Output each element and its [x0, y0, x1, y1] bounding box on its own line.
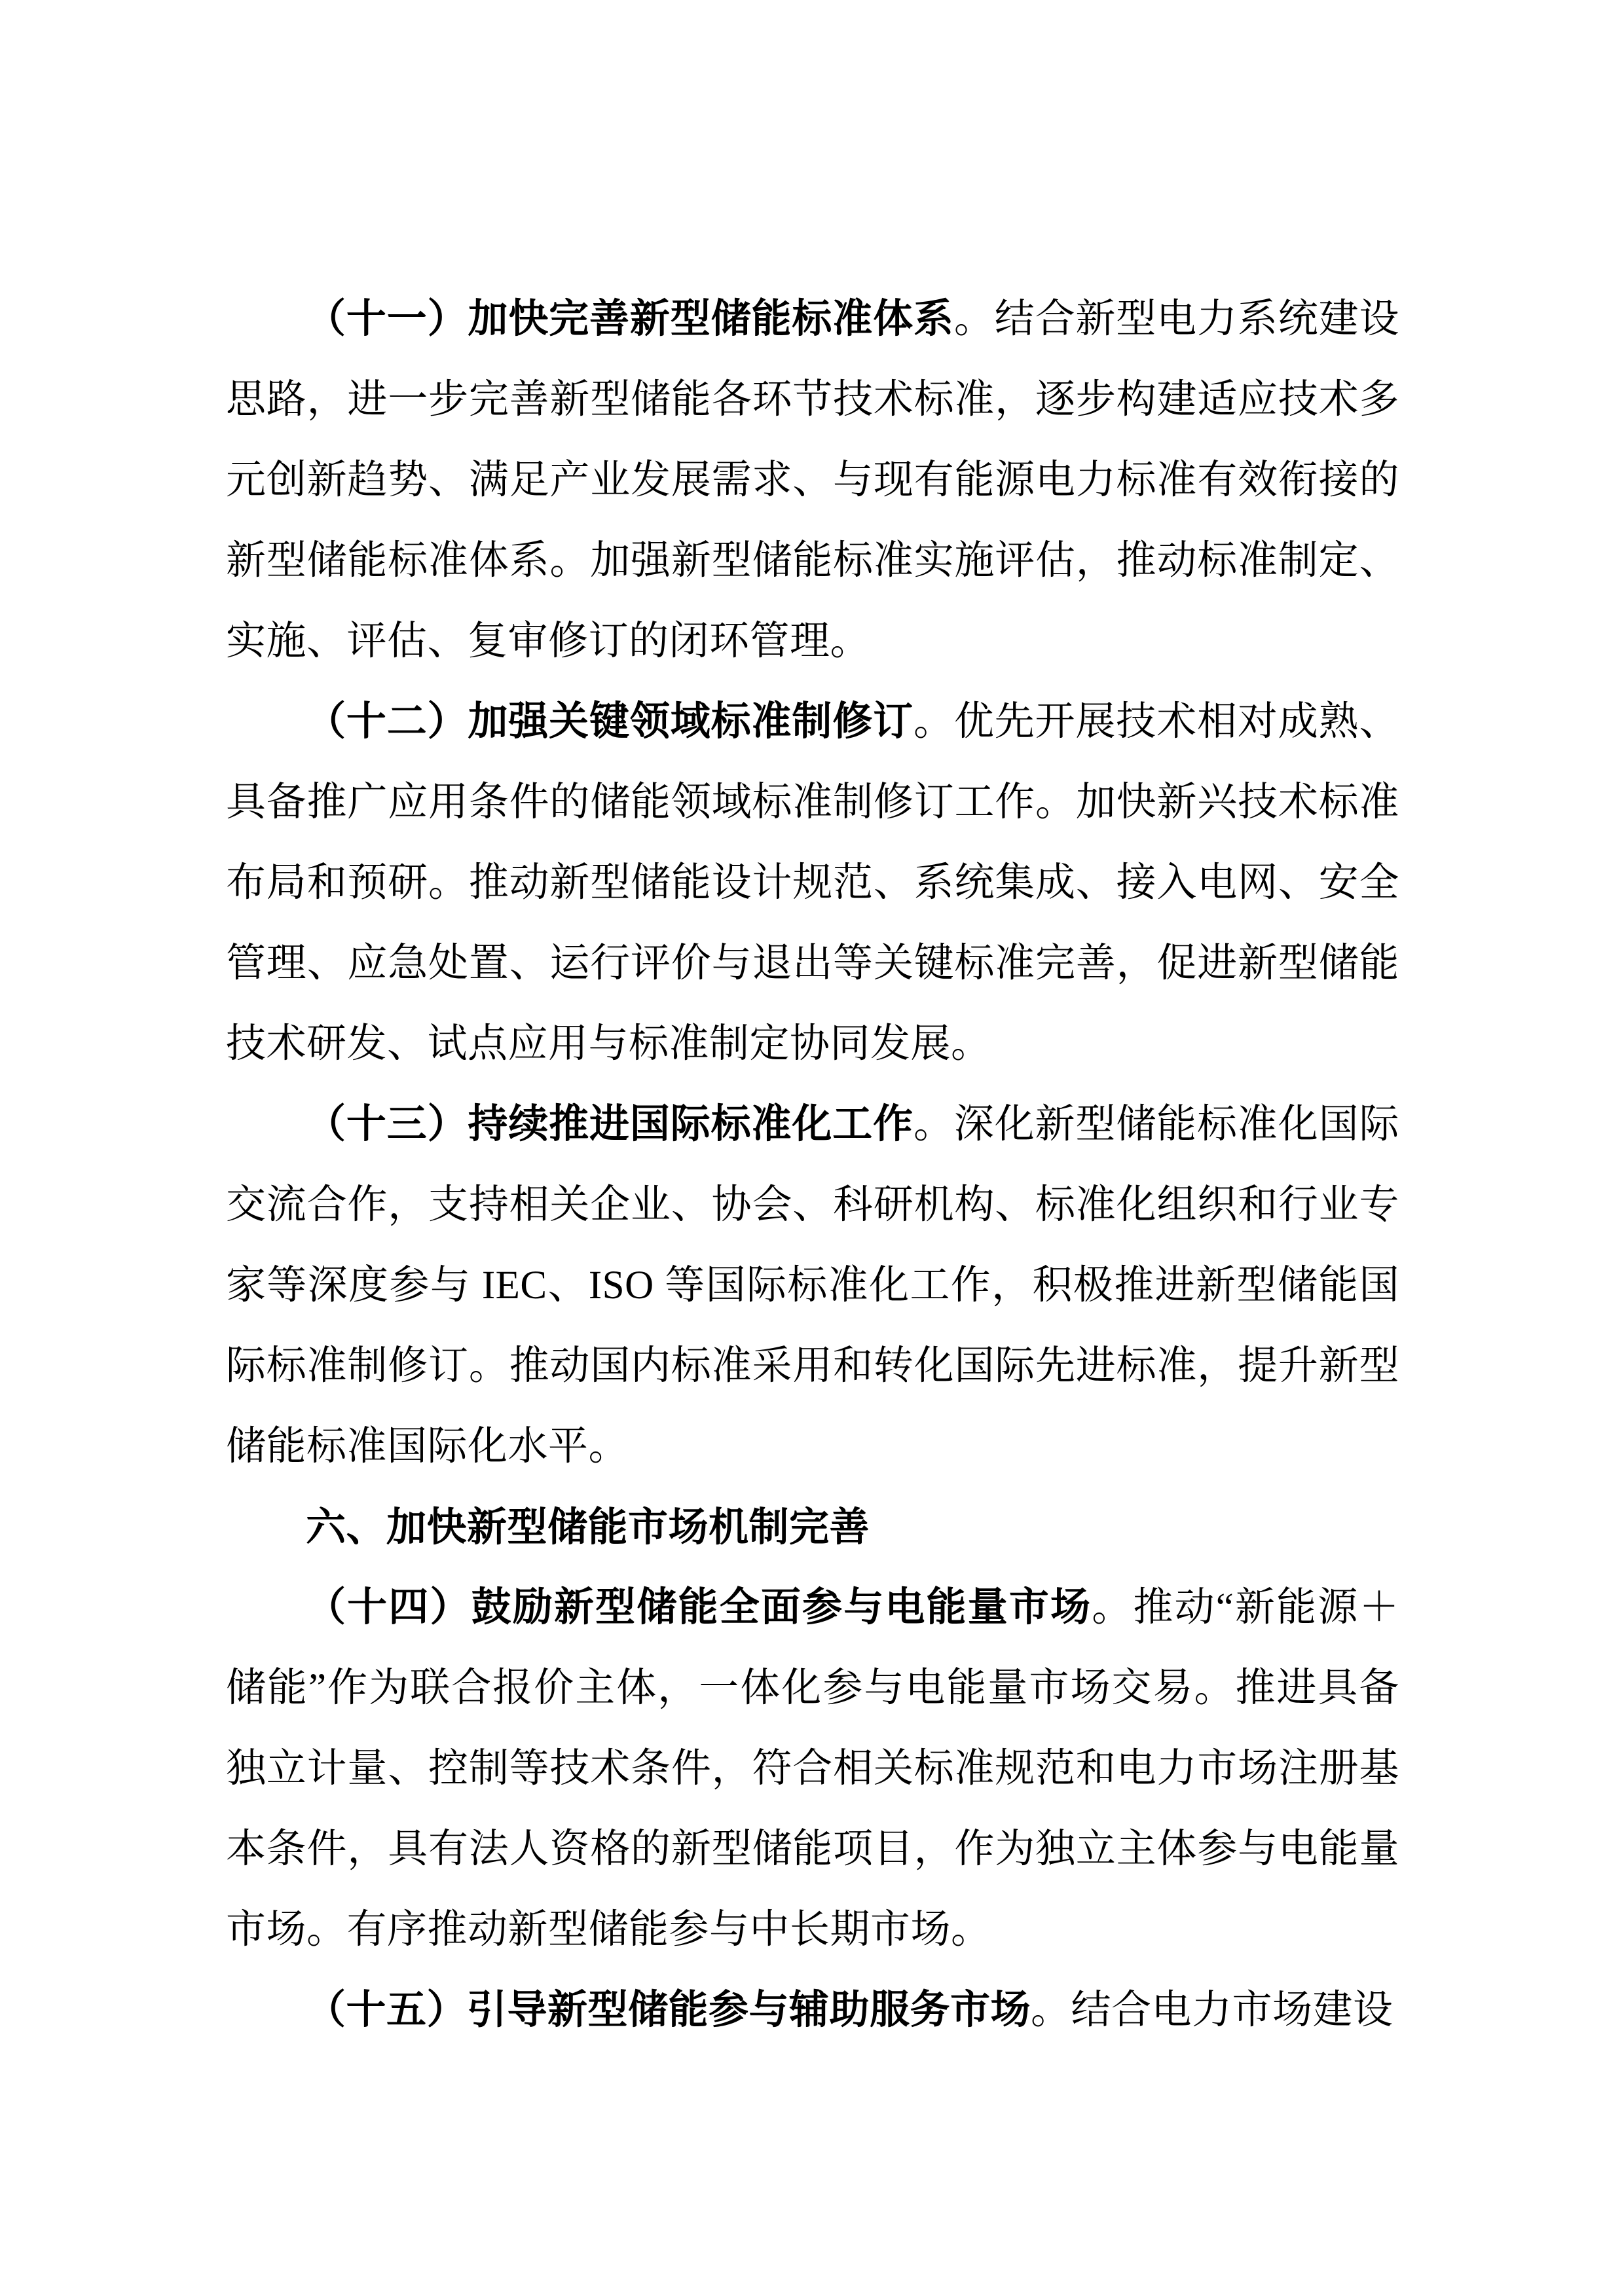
item-body: 。结合新型电力系统建设思路，进一步完善新型储能各环节技术标准，逐步构建适应技术多元创新趋势、满足产业发展需求、与现有能源电力标准有效衔接的新型储能标准体系。加强新型储能标准实施评估，推动标准制定、实施、评估、复审修订的闭环管理。	[226, 297, 1399, 663]
item-lead: （十四）鼓励新型储能全面参与电能量市场	[306, 1586, 1092, 1630]
document-body	[226, 279, 1399, 2050]
numbered-paragraph	[226, 1084, 1399, 1487]
item-body: 。深化新型储能标准化国际交流合作，支持相关企业、协会、科研机构、标准化组织和行业专家等深度参与 IEC、ISO 等国际标准化工作，积极推进新型储能国际标准制修订。推动国内标准采用和转化国际先进标准，提升新型储能标准国际化水平。	[226, 1102, 1399, 1468]
item-body: 。优先开展技术相对成熟、具备推广应用条件的储能领域标准制修订工作。加快新兴技术标准布局和预研。推动新型储能设计规范、系统集成、接入电网、安全管理、应急处置、运行评价与退出等关键标准完善，促进新型储能技术研发、试点应用与标准制定协同发展。	[226, 700, 1399, 1066]
item-lead: （十五）引导新型储能参与辅助服务市场	[306, 1988, 1031, 2032]
section-heading: 六、加快新型储能市场机制完善	[306, 1504, 870, 1549]
item-body: 。推动“新能源＋储能”作为联合报价主体，一体化参与电能量市场交易。推进具备独立计量、控制等技术条件，符合相关标准规范和电力市场注册基本条件，具有法人资格的新型储能项目，作为独立主体参与电能量市场。有序推动新型储能参与中长期市场。	[226, 1586, 1399, 1952]
numbered-paragraph	[226, 1567, 1399, 1970]
numbered-paragraph	[226, 1970, 1399, 2050]
numbered-paragraph	[226, 279, 1399, 682]
item-lead: （十二）加强关键领域标准制修订	[306, 700, 913, 744]
item-lead: （十一）加快完善新型储能标准体系	[306, 297, 954, 341]
numbered-paragraph	[226, 682, 1399, 1084]
item-body: 。结合电力市场建设	[1031, 1988, 1393, 2032]
item-lead: （十三）持续推进国际标准化工作	[306, 1102, 913, 1146]
